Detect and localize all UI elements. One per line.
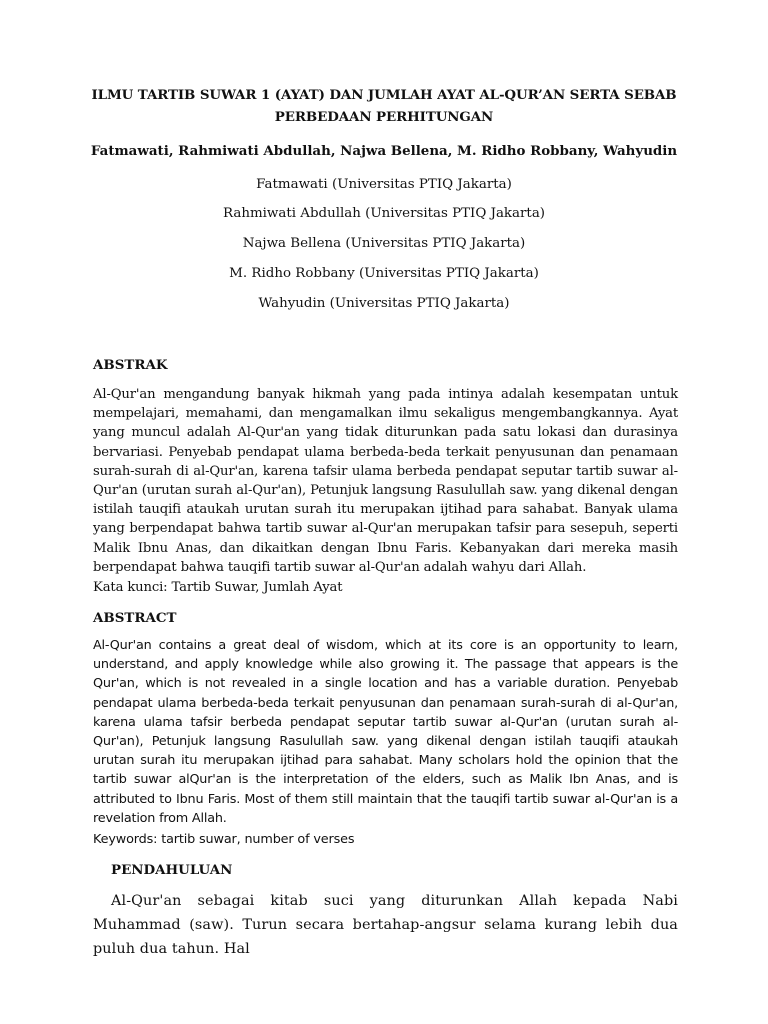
affiliation-1: Fatmawati (Universitas PTIQ Jakarta)	[256, 177, 512, 192]
pendahuluan-paragraph: Al-Qur'an sebagai kitab suci yang diturunkan Allah kepada Nabi Muhammad (saw). Turun secara bertahap-angsur selama kurang lebih dua puluh dua tahun. Hal	[93, 893, 678, 957]
kata-kunci: Kata kunci: Tartib Suwar, Jumlah Ayat	[93, 580, 343, 595]
abstrak-paragraph: Al-Qur'an mengandung banyak hikmah yang pada intinya adalah kesempatan untuk mempelajari, memahami, dan mengamalkan ilmu sekaligus mengembangkannya. Ayat yang muncul adalah Al-Qur'an yang tidak diturunkan pada satu lokasi dan durasinya bervariasi. Penyebab pendapat ulama berbeda-beda terkait penyusunan dan penamaan surah-surah di al-Qur'an, karena tafsir ulama berbeda pendapat seputar tartib suwar al-Qur'an (urutan surah al-Qur'an), Petunjuk langsung Rasulullah saw. yang dikenal dengan istilah tauqifi ataukah urutan surah itu merupakan ijtihad para sahabat. Banyak ulama yang berpendapat bahwa tartib suwar al-Qur'an merupakan tafsir para sesepuh, seperti Malik Ibnu Anas, dan dikaitkan dengan Ibnu Faris. Kebanyakan dari mereka masih berpendapat bahwa tauqifi tartib suwar al-Qur'an adalah wahyu dari Allah.	[93, 387, 678, 575]
pendahuluan-heading: PENDAHULUAN	[111, 862, 233, 878]
abstract-heading: ABSTRACT	[93, 610, 177, 626]
affiliation-5: Wahyudin (Universitas PTIQ Jakarta)	[258, 296, 510, 311]
paper-title: ILMU TARTIB SUWAR 1 (AYAT) DAN JUMLAH AYAT AL-QUR’AN SERTA SEBAB PERBEDAAN PERHITUNGAN	[91, 87, 677, 125]
affiliation-4: M. Ridho Robbany (Universitas PTIQ Jakarta)	[229, 266, 539, 281]
affiliation-3: Najwa Bellena (Universitas PTIQ Jakarta)	[242, 236, 526, 251]
affiliation-2: Rahmiwati Abdullah (Universitas PTIQ Jakarta)	[222, 206, 546, 221]
author-list: Fatmawati, Rahmiwati Abdullah, Najwa Bellena, M. Ridho Robbany, Wahyudin	[90, 143, 678, 159]
abstract-paragraph: Al-Qur'an contains a great deal of wisdom, which at its core is an opportunity to learn, understand, and apply knowledge while also growing it. The passage that appears is the Qur'an, which is not revealed in a single location and has a variable duration. Penyebab pendapat ulama berbeda-beda terkait penyusunan dan penamaan surah-surah di al-Qur'an, karena ulama tafsir berbeda pendapat seputar tartib suwar al-Qur'an (urutan surah al-Qur'an), Petunjuk langsung Rasulullah saw. yang dikenal dengan istilah tauqifi ataukah urutan surah itu merupakan ijtihad para sahabat. Many scholars hold the opinion that the tartib suwar alQur'an is the interpretation of the elders, such as Malik Ibn Anas, and is attributed to Ibnu Faris. Most of them still maintain that the tauqifi tartib suwar al-Qur'an is a revelation from Allah.	[93, 638, 678, 826]
abstrak-heading: ABSTRAK	[93, 357, 168, 373]
keywords: Keywords: tartib suwar, number of verses	[93, 832, 355, 847]
